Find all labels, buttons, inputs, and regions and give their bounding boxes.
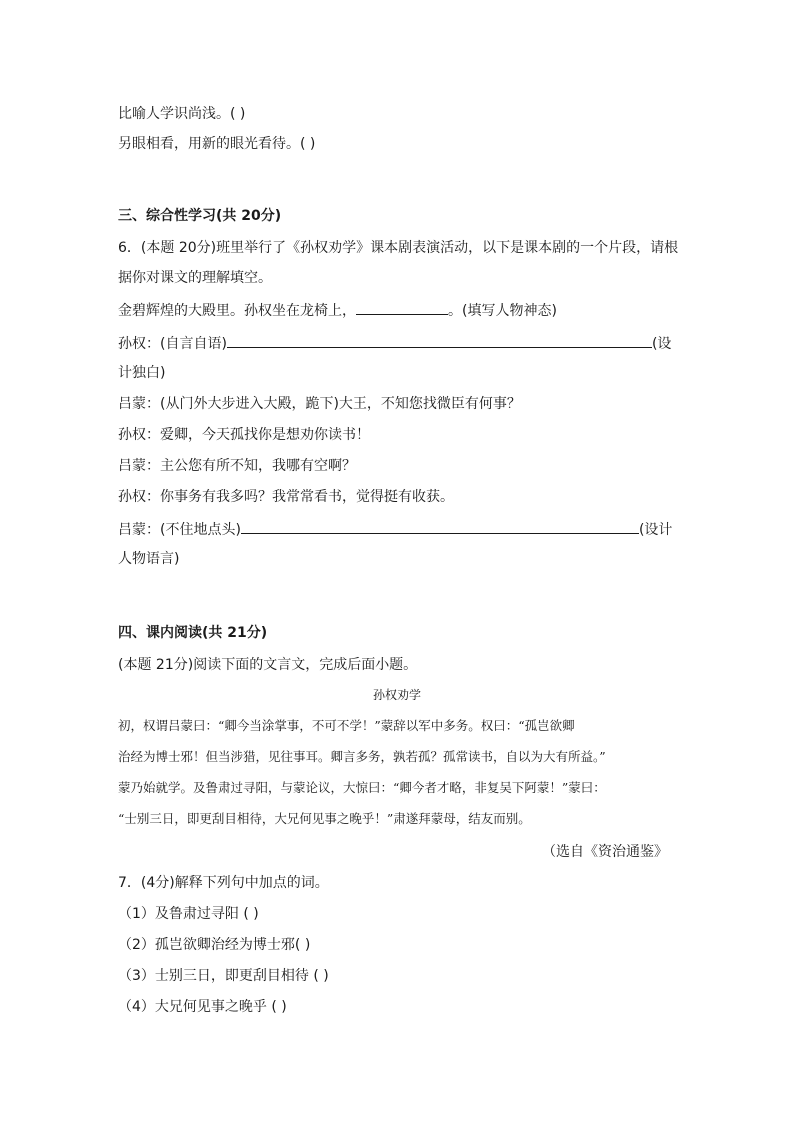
question7-item: （1）及鲁肃过寻阳 ( ) [118,906,259,922]
passage-line: 初，权谓吕蒙曰：“卿今当涂掌事，不可不学！”蒙辞以军中多务。权曰：“孤岂欲卿 [118,718,575,733]
lvmeng-dialogue-suffix: (设计 [638,522,673,538]
sunquan-monologue-suffix: (设 [651,336,672,352]
question6-line-2: 据你对课文的理解填空。 [118,270,272,286]
lvmeng-dialogue-continuation: 人物语言) [118,551,180,567]
question7-item: （3）士别三日，即更刮目相待 ( ) [118,968,329,984]
lvmeng-line-2: 吕蒙：主公您有所不知，我哪有空啊？ [118,458,356,474]
scene-suffix: 。(填写人物神态) [448,303,557,319]
question7: 7．(4分)解释下列句中加点的词。 [118,875,329,891]
passage-source: （选自《资治通鉴》 [542,844,668,860]
question6-line-1: 6．(本题 20分)班里举行了《孙权劝学》课本剧表演活动，以下是课本剧的一个片段，请根 [118,240,679,256]
scene-prefix: 金碧辉煌的大殿里。孙权坐在龙椅上， [118,303,356,319]
passage-line: 蒙乃始就学。及鲁肃过寻阳，与蒙论议，大惊曰：“卿今者才略，非复吴下阿蒙！”蒙曰： [118,780,606,795]
lvmeng-line-1: 吕蒙：(从门外大步进入大殿，跪下)大王，不知您找微臣有何事？ [118,396,521,412]
question7-item: （4）大兄何见事之晚乎 ( ) [118,999,287,1015]
section3-heading: 三、综合性学习(共 20分) [118,208,282,224]
expression-answer-blank[interactable] [356,300,448,315]
passage-title: 孙权劝学 [372,688,421,702]
sunquan-line-2: 孙权：爱卿，今天孤找你是想劝你读书！ [118,427,370,443]
idiom-blank-line-2: 另眼相看，用新的眼光看待。( ) [118,136,316,152]
idiom-blank-line-1: 比喻人学识尚浅。( ) [118,106,246,122]
passage-line: 治经为博士邪！但当涉猎，见往事耳。卿言多务，孰若孤？孤常读书，自以为大有所益。” [118,749,606,764]
sunquan-monologue-continuation: 计独白) [118,365,166,381]
question7-item: （2）孤岂欲卿治经为博士邪( ) [118,937,311,953]
scene-description [118,300,557,321]
section4-intro: (本题 21分)阅读下面的文言文，完成后面小题。 [118,657,418,673]
sunquan-line-3: 孙权：你事务有我多吗？我常常看书，觉得挺有收获。 [118,489,454,505]
lvmeng-dialogue-prefix: 吕蒙：(不住地点头) [118,522,241,538]
dialogue-answer-blank[interactable] [241,519,639,534]
lvmeng-dialogue-line [118,519,672,540]
section4-heading: 四、课内阅读(共 21分) [118,625,268,641]
sunquan-monologue-prefix: 孙权：(自言自语) [118,336,227,352]
sunquan-monologue-line [118,333,671,354]
passage-line: “士别三日，即更刮目相待，大兄何见事之晚乎！”肃遂拜蒙母，结友而别。 [118,811,531,826]
monologue-answer-blank[interactable] [227,333,652,348]
